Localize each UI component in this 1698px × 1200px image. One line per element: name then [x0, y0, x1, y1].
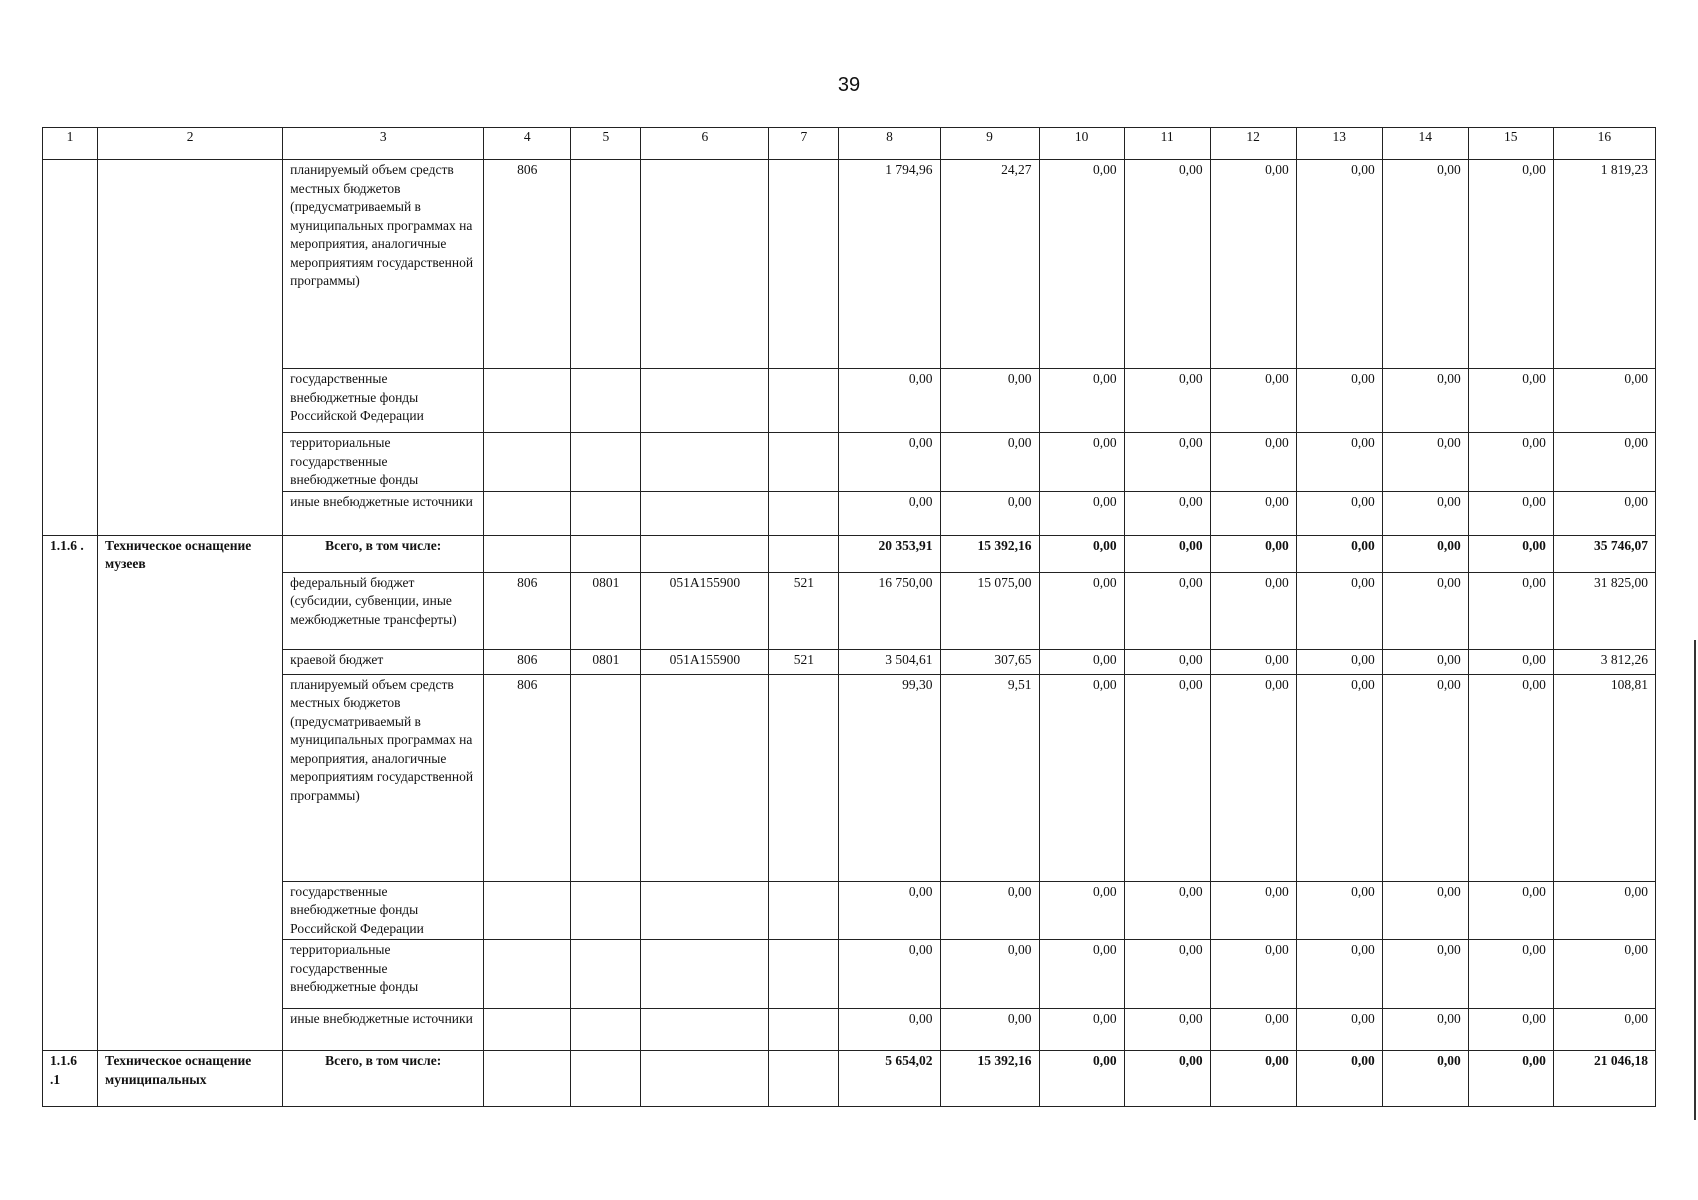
value-cell: 0,00: [1210, 1051, 1296, 1107]
csr-cell: 051A155900: [641, 649, 769, 674]
value-cell: 0,00: [1124, 572, 1210, 649]
value-cell: 0,00: [1039, 535, 1124, 572]
total-cell: 1 819,23: [1553, 160, 1655, 369]
value-cell: 0,00: [1210, 369, 1296, 433]
col-header-1: 1: [43, 128, 98, 160]
value-cell: 0,00: [1382, 369, 1468, 433]
source-cell: федеральный бюджет (субсидии, субвенции, иные межбюджетные трансферты): [283, 572, 484, 649]
value-cell: 0,00: [1039, 940, 1124, 1009]
table-row: [43, 369, 1656, 433]
value-cell: 0,00: [1468, 1009, 1553, 1051]
table-row: [43, 881, 1656, 940]
source-cell: иные внебюджетные источники: [283, 1009, 484, 1051]
value-cell: 0,00: [940, 1009, 1039, 1051]
value-cell: 0,00: [1296, 674, 1382, 881]
vr-cell: [769, 160, 839, 369]
vr-cell: [769, 433, 839, 492]
value-cell: 0,00: [1039, 881, 1124, 940]
total-cell: 31 825,00: [1553, 572, 1655, 649]
row-number-cell: [43, 160, 98, 536]
csr-cell: 051A155900: [641, 572, 769, 649]
rzpr-cell: [571, 535, 641, 572]
col-header-9: 9: [940, 128, 1039, 160]
value-cell: 0,00: [1210, 491, 1296, 535]
table-row: [43, 160, 1656, 369]
grbs-cell: [484, 369, 571, 433]
grbs-cell: [484, 881, 571, 940]
value-cell: 0,00: [1124, 940, 1210, 1009]
value-cell: 0,00: [1468, 940, 1553, 1009]
value-cell: 9,51: [940, 674, 1039, 881]
value-cell: 0,00: [1382, 535, 1468, 572]
value-cell: 0,00: [1296, 881, 1382, 940]
row-number-cell: 1.1.6 .: [43, 535, 98, 1051]
source-cell: территориальные государственные внебюджетные фонды: [283, 940, 484, 1009]
value-cell: 0,00: [1382, 491, 1468, 535]
value-cell: 0,00: [1296, 491, 1382, 535]
value-cell: 0,00: [1039, 1009, 1124, 1051]
header-row: [43, 128, 1656, 160]
grbs-cell: [484, 940, 571, 1009]
grbs-cell: 806: [484, 674, 571, 881]
table-row: [43, 940, 1656, 1009]
row-number-cell: 1.1.6 .1: [43, 1051, 98, 1107]
col-header-15: 15: [1468, 128, 1553, 160]
value-cell: 0,00: [1124, 1009, 1210, 1051]
budget-table-container: [42, 127, 1656, 1107]
value-cell: 0,00: [1124, 674, 1210, 881]
value-cell: 0,00: [1039, 649, 1124, 674]
source-cell: краевой бюджет: [283, 649, 484, 674]
value-cell: 0,00: [1468, 674, 1553, 881]
value-cell: 0,00: [839, 1009, 940, 1051]
vr-cell: [769, 1051, 839, 1107]
source-cell: Всего, в том числе:: [283, 535, 484, 572]
source-cell: планируемый объем средств местных бюджетов (предусматриваемый в муниципальных программах на мероприятия, аналогичные мероприятиям государственной программы): [283, 674, 484, 881]
value-cell: 0,00: [940, 433, 1039, 492]
table-row: [43, 1009, 1656, 1051]
csr-cell: [641, 1009, 769, 1051]
value-cell: 0,00: [1382, 160, 1468, 369]
value-cell: 0,00: [1296, 535, 1382, 572]
rzpr-cell: [571, 1051, 641, 1107]
col-header-7: 7: [769, 128, 839, 160]
csr-cell: [641, 160, 769, 369]
value-cell: 24,27: [940, 160, 1039, 369]
value-cell: 0,00: [1124, 433, 1210, 492]
value-cell: 0,00: [839, 881, 940, 940]
grbs-cell: [484, 1009, 571, 1051]
value-cell: 0,00: [940, 491, 1039, 535]
value-cell: 0,00: [1468, 1051, 1553, 1107]
col-header-10: 10: [1039, 128, 1124, 160]
csr-cell: [641, 674, 769, 881]
value-cell: 307,65: [940, 649, 1039, 674]
rzpr-cell: [571, 1009, 641, 1051]
value-cell: 0,00: [1210, 535, 1296, 572]
event-name-cell: Техническое оснащение муниципальных: [98, 1051, 283, 1107]
col-header-6: 6: [641, 128, 769, 160]
rzpr-cell: [571, 940, 641, 1009]
rzpr-cell: [571, 369, 641, 433]
csr-cell: [641, 1051, 769, 1107]
value-cell: 0,00: [1039, 491, 1124, 535]
value-cell: 0,00: [940, 940, 1039, 1009]
vr-cell: 521: [769, 572, 839, 649]
col-header-13: 13: [1296, 128, 1382, 160]
value-cell: 0,00: [1468, 881, 1553, 940]
total-cell: 108,81: [1553, 674, 1655, 881]
col-header-11: 11: [1124, 128, 1210, 160]
grbs-cell: [484, 535, 571, 572]
vr-cell: [769, 535, 839, 572]
value-cell: 15 392,16: [940, 535, 1039, 572]
source-cell: государственные внебюджетные фонды Российской Федерации: [283, 881, 484, 940]
value-cell: 0,00: [1039, 572, 1124, 649]
table-row-total: [43, 1051, 1656, 1107]
event-name-cell: [98, 160, 283, 536]
value-cell: 0,00: [1468, 160, 1553, 369]
rzpr-cell: 0801: [571, 649, 641, 674]
value-cell: 0,00: [1039, 369, 1124, 433]
total-cell: 0,00: [1553, 940, 1655, 1009]
value-cell: 1 794,96: [839, 160, 940, 369]
col-header-2: 2: [98, 128, 283, 160]
value-cell: 0,00: [1124, 649, 1210, 674]
source-cell: государственные внебюджетные фонды Российской Федерации: [283, 369, 484, 433]
value-cell: 0,00: [1382, 1051, 1468, 1107]
value-cell: 0,00: [1468, 572, 1553, 649]
budget-table: [42, 127, 1656, 1107]
value-cell: 0,00: [1210, 940, 1296, 1009]
value-cell: 0,00: [1124, 491, 1210, 535]
value-cell: 99,30: [839, 674, 940, 881]
value-cell: 0,00: [839, 369, 940, 433]
table-row: [43, 674, 1656, 881]
value-cell: 0,00: [1210, 674, 1296, 881]
col-header-14: 14: [1382, 128, 1468, 160]
col-header-5: 5: [571, 128, 641, 160]
value-cell: 0,00: [1039, 160, 1124, 369]
value-cell: 0,00: [839, 491, 940, 535]
value-cell: 0,00: [1296, 1009, 1382, 1051]
table-row: [43, 572, 1656, 649]
value-cell: 0,00: [1296, 433, 1382, 492]
value-cell: 0,00: [1468, 535, 1553, 572]
value-cell: 0,00: [1296, 369, 1382, 433]
value-cell: 0,00: [1039, 433, 1124, 492]
event-name-cell: Техническое оснащение музеев: [98, 535, 283, 1051]
vr-cell: [769, 369, 839, 433]
vr-cell: 521: [769, 649, 839, 674]
rzpr-cell: [571, 160, 641, 369]
value-cell: 0,00: [1382, 940, 1468, 1009]
col-header-3: 3: [283, 128, 484, 160]
value-cell: 0,00: [1124, 535, 1210, 572]
value-cell: 0,00: [1039, 674, 1124, 881]
total-cell: 35 746,07: [1553, 535, 1655, 572]
grbs-cell: 806: [484, 160, 571, 369]
value-cell: 0,00: [1210, 1009, 1296, 1051]
grbs-cell: [484, 433, 571, 492]
value-cell: 0,00: [1382, 881, 1468, 940]
value-cell: 3 504,61: [839, 649, 940, 674]
value-cell: 0,00: [839, 940, 940, 1009]
value-cell: 0,00: [1210, 160, 1296, 369]
source-cell: иные внебюджетные источники: [283, 491, 484, 535]
csr-cell: [641, 433, 769, 492]
total-cell: 0,00: [1553, 491, 1655, 535]
value-cell: 0,00: [1210, 433, 1296, 492]
total-cell: 0,00: [1553, 433, 1655, 492]
value-cell: 15 392,16: [940, 1051, 1039, 1107]
source-cell: Всего, в том числе:: [283, 1051, 484, 1107]
value-cell: 0,00: [1210, 572, 1296, 649]
grbs-cell: [484, 491, 571, 535]
csr-cell: [641, 369, 769, 433]
value-cell: 0,00: [1296, 940, 1382, 1009]
grbs-cell: 806: [484, 649, 571, 674]
value-cell: 0,00: [1468, 369, 1553, 433]
rzpr-cell: [571, 674, 641, 881]
total-cell: 0,00: [1553, 881, 1655, 940]
source-cell: территориальные государственные внебюджетные фонды: [283, 433, 484, 492]
scan-edge-line: [1694, 640, 1696, 1120]
csr-cell: [641, 881, 769, 940]
value-cell: 0,00: [1124, 160, 1210, 369]
value-cell: 0,00: [1382, 572, 1468, 649]
value-cell: 0,00: [1210, 649, 1296, 674]
value-cell: 0,00: [1296, 572, 1382, 649]
csr-cell: [641, 491, 769, 535]
vr-cell: [769, 491, 839, 535]
value-cell: 0,00: [1296, 1051, 1382, 1107]
rzpr-cell: [571, 433, 641, 492]
vr-cell: [769, 1009, 839, 1051]
value-cell: 0,00: [1382, 674, 1468, 881]
grbs-cell: 806: [484, 572, 571, 649]
col-header-8: 8: [839, 128, 940, 160]
value-cell: 0,00: [940, 369, 1039, 433]
value-cell: 0,00: [1124, 1051, 1210, 1107]
csr-cell: [641, 535, 769, 572]
total-cell: 21 046,18: [1553, 1051, 1655, 1107]
col-header-16: 16: [1553, 128, 1655, 160]
value-cell: 0,00: [1382, 433, 1468, 492]
vr-cell: [769, 674, 839, 881]
col-header-4: 4: [484, 128, 571, 160]
value-cell: 0,00: [1382, 1009, 1468, 1051]
table-row: [43, 433, 1656, 492]
value-cell: 0,00: [1468, 649, 1553, 674]
value-cell: 5 654,02: [839, 1051, 940, 1107]
vr-cell: [769, 881, 839, 940]
value-cell: 0,00: [1468, 491, 1553, 535]
value-cell: 0,00: [1039, 1051, 1124, 1107]
rzpr-cell: [571, 491, 641, 535]
csr-cell: [641, 940, 769, 1009]
value-cell: 0,00: [940, 881, 1039, 940]
vr-cell: [769, 940, 839, 1009]
source-cell: планируемый объем средств местных бюджетов (предусматриваемый в муниципальных программах на мероприятия, аналогичные мероприятиям государственной программы): [283, 160, 484, 369]
table-row: [43, 649, 1656, 674]
total-cell: 3 812,26: [1553, 649, 1655, 674]
total-cell: 0,00: [1553, 1009, 1655, 1051]
grbs-cell: [484, 1051, 571, 1107]
value-cell: 0,00: [1468, 433, 1553, 492]
value-cell: 0,00: [1210, 881, 1296, 940]
table-row: [43, 491, 1656, 535]
rzpr-cell: [571, 881, 641, 940]
value-cell: 0,00: [1124, 881, 1210, 940]
value-cell: 15 075,00: [940, 572, 1039, 649]
value-cell: 0,00: [1296, 649, 1382, 674]
value-cell: 0,00: [1124, 369, 1210, 433]
total-cell: 0,00: [1553, 369, 1655, 433]
value-cell: 0,00: [839, 433, 940, 492]
table-row-total: [43, 535, 1656, 572]
value-cell: 20 353,91: [839, 535, 940, 572]
page-number: 39: [837, 74, 861, 96]
rzpr-cell: 0801: [571, 572, 641, 649]
value-cell: 0,00: [1296, 160, 1382, 369]
value-cell: 0,00: [1382, 649, 1468, 674]
value-cell: 16 750,00: [839, 572, 940, 649]
col-header-12: 12: [1210, 128, 1296, 160]
